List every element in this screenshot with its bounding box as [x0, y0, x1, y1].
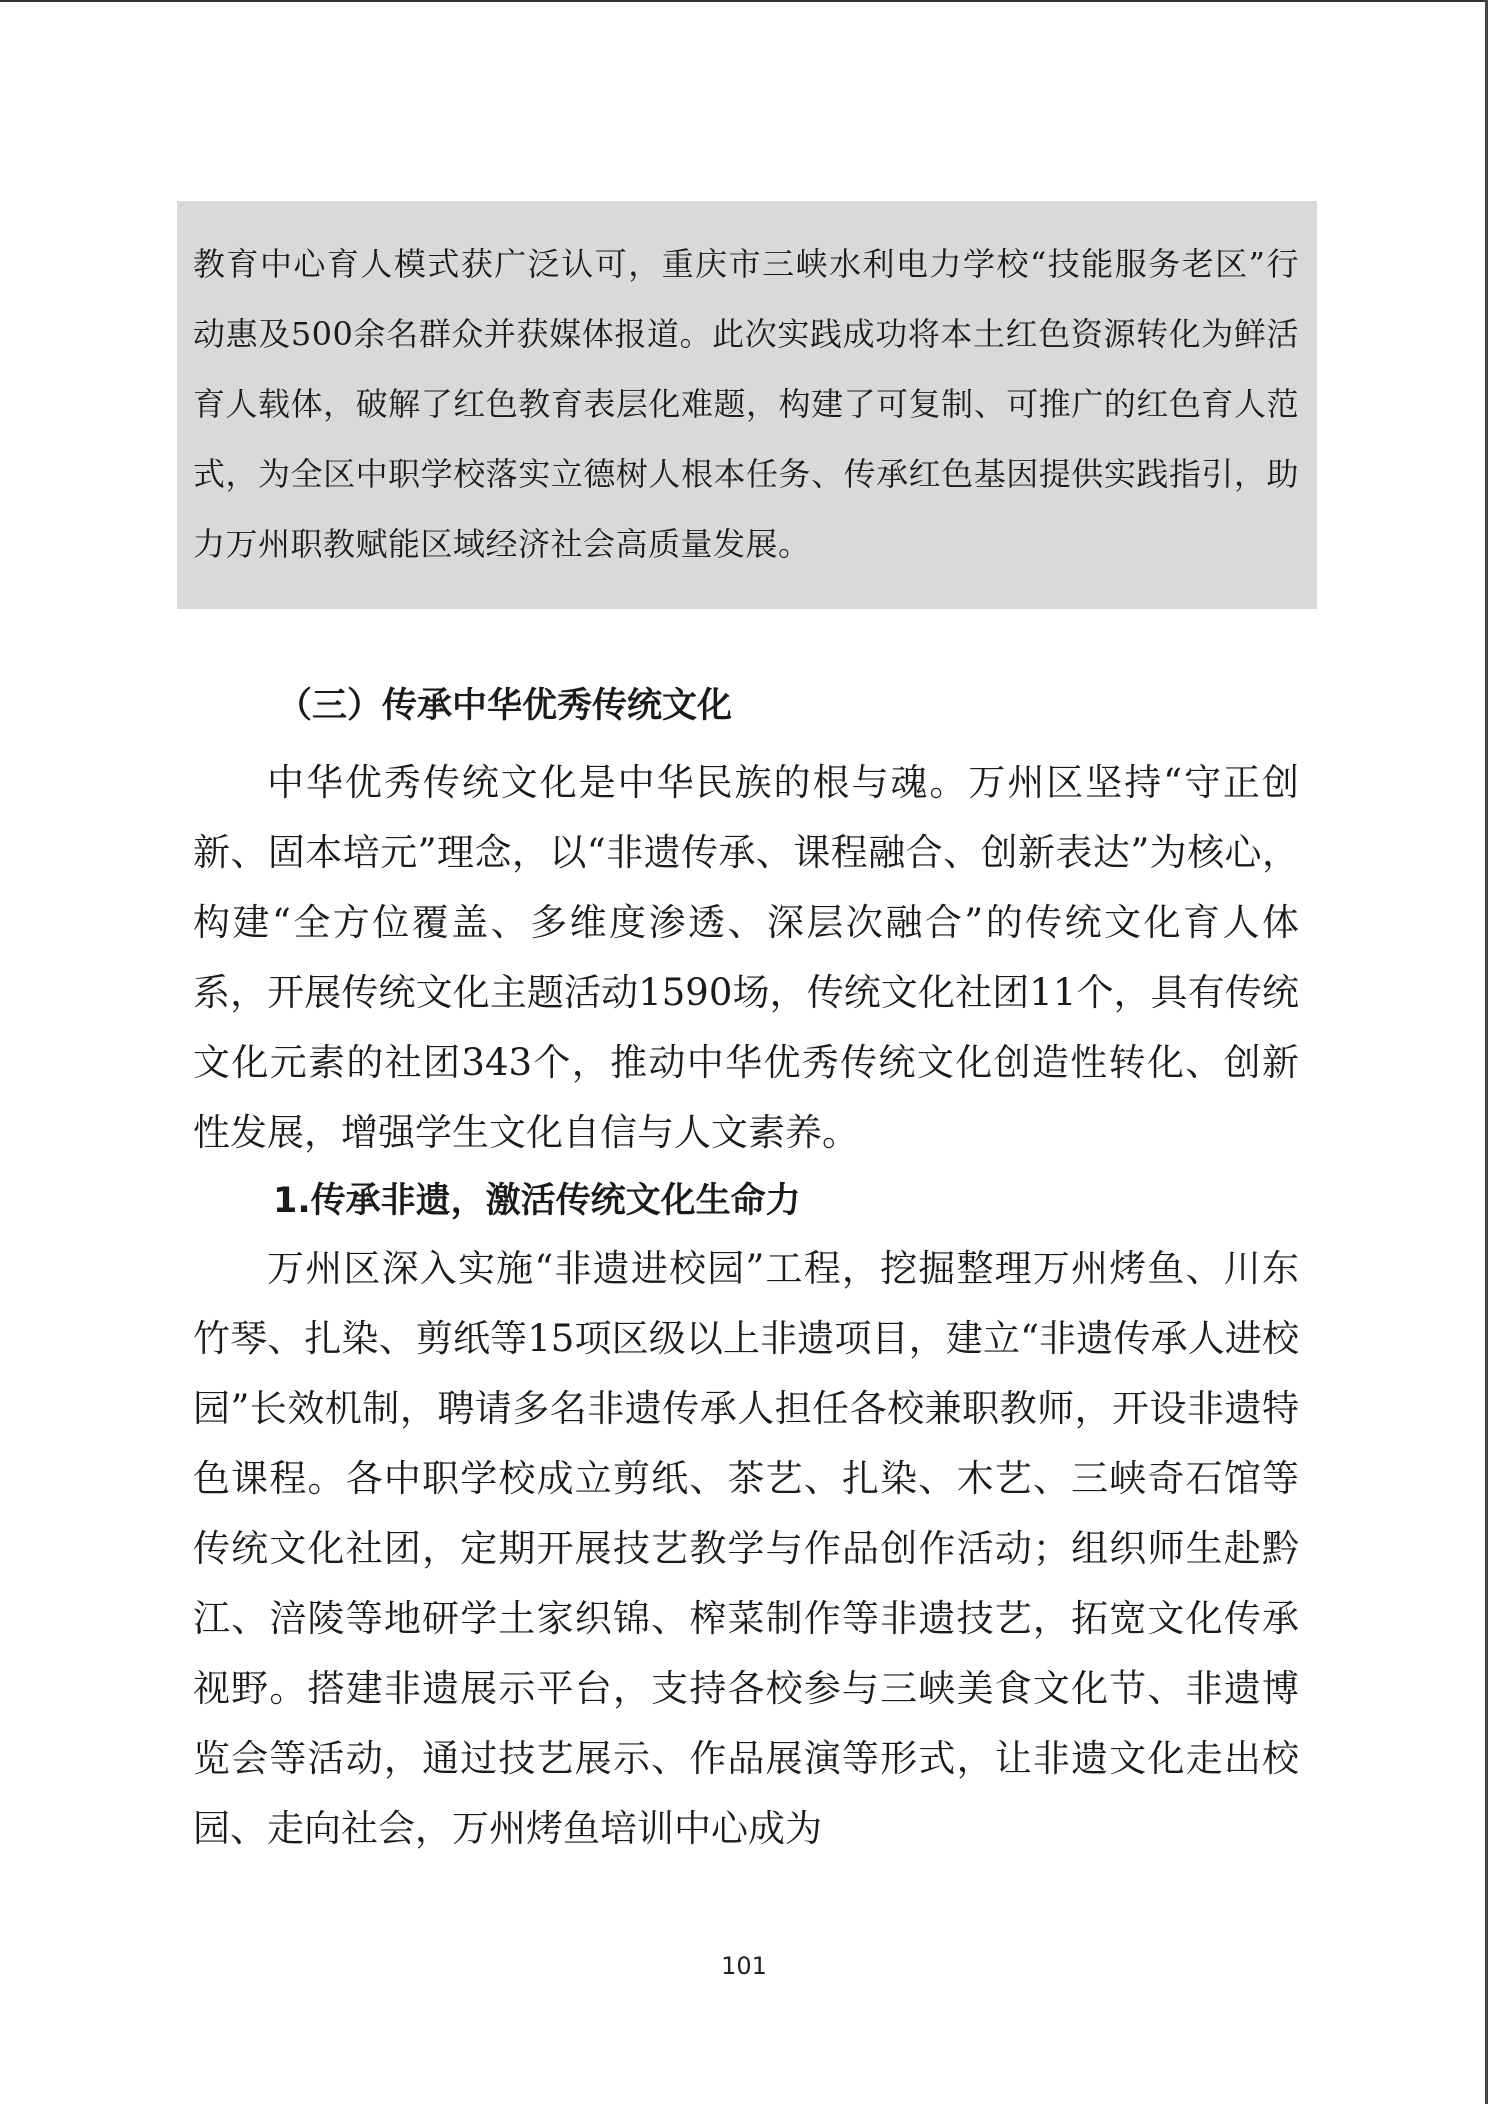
highlight-callout-box: [177, 201, 1317, 609]
main-content: [193, 676, 1299, 1864]
callout-text: 教育中心育人模式获广泛认可，重庆市三峡水利电力学校“技能服务老区”行动惠及500余名群众并获媒体报道。此次实践成功将本土红色资源转化为鲜活育人载体，破解了红色教育表层化难题，构建了可复制、可推广的红色育人范式，为全区中职学校落实立德树人根本任务、传承红色基因提供实践指引，助力万州职教赋能区域经济社会高质量发展。: [193, 245, 1299, 563]
page-number: 101: [721, 1952, 767, 1980]
page-top-border: [0, 0, 1488, 2]
sub-heading: 1.传承非遗，激活传统文化生命力: [273, 1181, 801, 1221]
section-paragraph-2: 万州区深入实施“非遗进校园”工程，挖掘整理万州烤鱼、川东竹琴、扎染、剪纸等15项区级以上非遗项目，建立“非遗传承人进校园”长效机制，聘请多名非遗传承人担任各校兼职教师，开设非遗特色课程。各中职学校成立剪纸、茶艺、扎染、木艺、三峡奇石馆等传统文化社团，定期开展技艺教学与作品创作活动；组织师生赴黔江、涪陵等地研学土家织锦、榨菜制作等非遗技艺，拓宽文化传承视野。搭建非遗展示平台，支持各校参与三峡美食文化节、非遗博览会等活动，通过技艺展示、作品展演等形式，让非遗文化走出校园、走向社会，万州烤鱼培训中心成为: [193, 1247, 1299, 1850]
section-paragraph-1: 中华优秀传统文化是中华民族的根与魂。万州区坚持“守正创新、固本培元”理念，以“非遗传承、课程融合、创新表达”为核心，构建“全方位覆盖、多维度渗透、深层次融合”的传统文化育人体系，开展传统文化主题活动1590场，传统文化社团11个，具有传统文化元素的社团343个，推动中华优秀传统文化创造性转化、创新性发展，增强学生文化自信与人文素养。: [193, 761, 1299, 1154]
section-heading: （三）传承中华优秀传统文化: [277, 686, 733, 726]
